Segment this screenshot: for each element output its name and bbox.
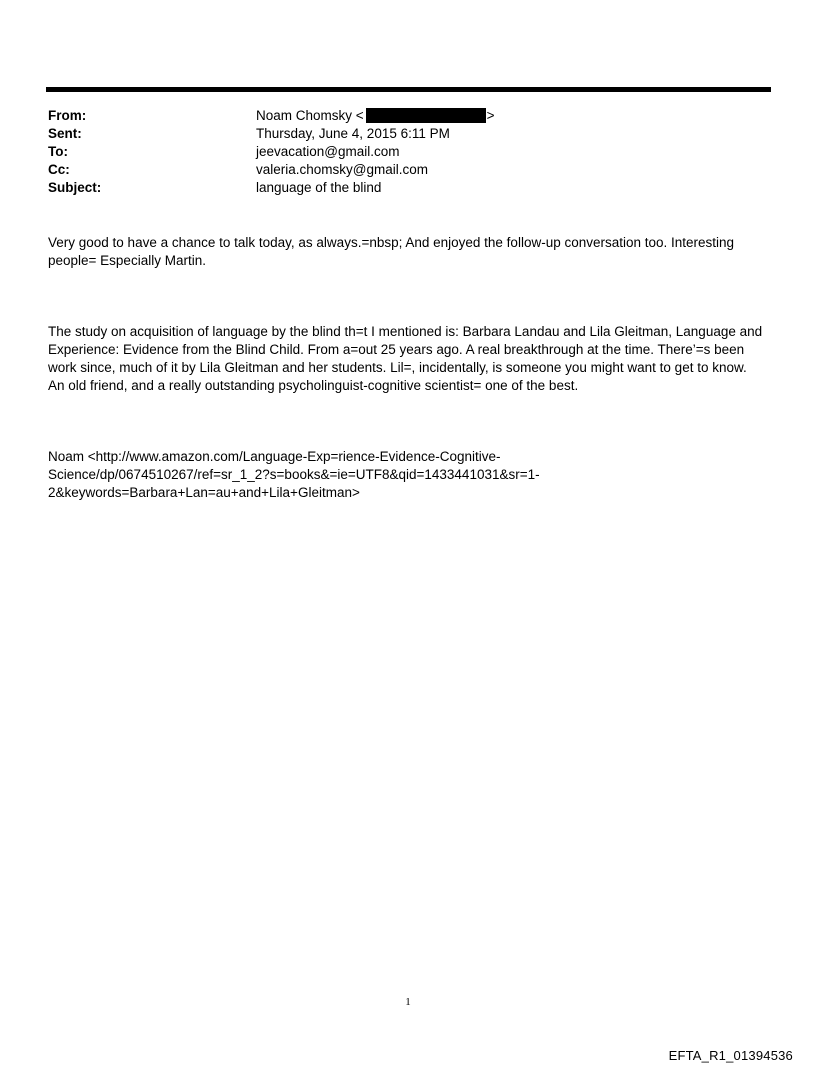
- cc-value: valeria.chomsky@gmail.com: [256, 162, 428, 177]
- page-number: 1: [405, 996, 411, 1008]
- from-row: [48, 107, 495, 125]
- document-id: EFTA_R1_01394536: [668, 1048, 793, 1063]
- cc-label: Cc:: [48, 162, 70, 177]
- body-line: Very good to have a chance to talk today, as always.=nbsp; And enjoyed the follow-up conversation too. Interesting: [48, 235, 735, 250]
- paragraph-signature-link: [48, 448, 770, 502]
- body-line: An old friend, and a really outstanding psycholinguist-cognitive scientist= one of the best.: [48, 378, 579, 393]
- sent-label: Sent:: [48, 126, 82, 141]
- body-line: work since, much of it by Lila Gleitman and her students. Lil=, incidentally, is someone you might want to get to know.: [48, 360, 747, 375]
- from-label: From:: [48, 108, 87, 123]
- body-line: Noam <http://www.amazon.com/Language-Exp=rience-Evidence-Cognitive-: [48, 449, 501, 464]
- to-label: To:: [48, 144, 68, 159]
- body-line: Experience: Evidence from the Blind Child. From a=out 25 years ago. A real breakthrough at the time. There’=s been: [48, 342, 745, 357]
- subject-label: Subject:: [48, 180, 102, 195]
- body-line: 2&keywords=Barbara+Lan=au+and+Lila+Gleitman>: [48, 485, 360, 500]
- from-name: Noam Chomsky <: [256, 108, 364, 123]
- redaction-box: [366, 108, 486, 123]
- email-header: [48, 107, 495, 197]
- to-value: jeevacation@gmail.com: [256, 144, 400, 159]
- body-line: The study on acquisition of language by the blind th=t I mentioned is: Barbara Landau and Lila Gleitman, Language and: [48, 324, 763, 339]
- subject-value: language of the blind: [256, 180, 382, 195]
- body-line: people= Especially Martin.: [48, 253, 206, 268]
- from-value: [256, 107, 495, 125]
- to-row: [48, 143, 495, 161]
- sent-row: [48, 125, 495, 143]
- body-line: Science/dp/0674510267/ref=sr_1_2?s=books&=ie=UTF8&qid=1433441031&sr=1-: [48, 467, 540, 482]
- sent-value: Thursday, June 4, 2015 6:11 PM: [256, 126, 450, 141]
- email-body: [48, 234, 770, 502]
- paragraph-greeting: [48, 234, 770, 270]
- from-suffix: >: [486, 108, 495, 123]
- paragraph-study: [48, 323, 770, 395]
- header-rule: [46, 87, 771, 92]
- subject-row: [48, 179, 495, 197]
- cc-row: [48, 161, 495, 179]
